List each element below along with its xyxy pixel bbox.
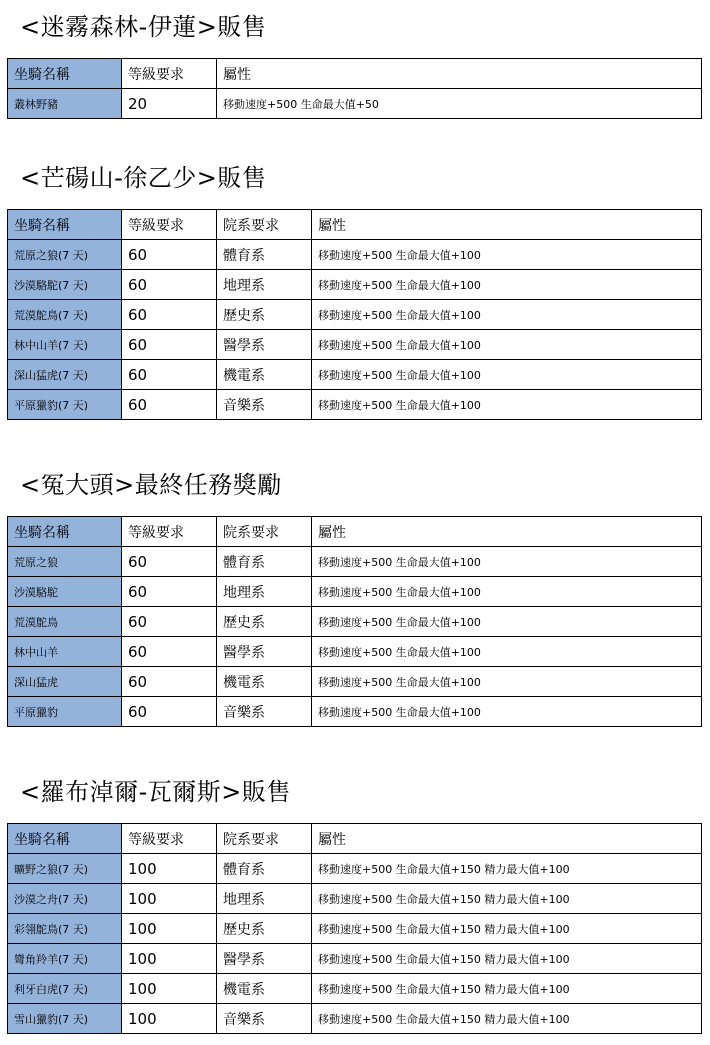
level-cell: 60 (122, 637, 217, 667)
table-row (8, 270, 702, 300)
department-cell: 歷史系 (217, 607, 312, 637)
table-row (8, 390, 702, 420)
table-row (8, 547, 702, 577)
level-cell: 100 (122, 884, 217, 914)
header-mount-name: 坐騎名稱 (8, 210, 122, 240)
table-header-row (8, 517, 702, 547)
attributes-cell: 移動速度+500 生命最大值+150 精力最大值+100 (312, 914, 702, 944)
header-level: 等級要求 (122, 59, 217, 89)
mount-name-cell: 雪山獵豹(7 天) (8, 1004, 122, 1034)
level-cell: 100 (122, 974, 217, 1004)
department-cell: 地理系 (217, 270, 312, 300)
level-cell: 100 (122, 914, 217, 944)
header-mount-name: 坐騎名稱 (8, 824, 122, 854)
attributes-cell: 移動速度+500 生命最大值+100 (312, 240, 702, 270)
level-cell: 60 (122, 667, 217, 697)
department-cell: 機電系 (217, 360, 312, 390)
level-cell: 100 (122, 1004, 217, 1034)
table-row (8, 884, 702, 914)
mount-name-cell: 平原獵豹 (8, 697, 122, 727)
mount-name-cell: 彩翎鴕鳥(7 天) (8, 914, 122, 944)
header-mount-name: 坐騎名稱 (8, 517, 122, 547)
mount-name-cell: 深山猛虎(7 天) (8, 360, 122, 390)
attributes-cell: 移動速度+500 生命最大值+100 (312, 697, 702, 727)
mount-name-cell: 林中山羊 (8, 637, 122, 667)
mount-name-cell: 荒原之狼(7 天) (8, 240, 122, 270)
department-cell: 醫學系 (217, 330, 312, 360)
mount-table (7, 209, 702, 420)
table-row (8, 667, 702, 697)
attributes-cell: 移動速度+500 生命最大值+100 (312, 330, 702, 360)
table-row (8, 974, 702, 1004)
table-row (8, 360, 702, 390)
level-cell: 60 (122, 697, 217, 727)
header-department: 院系要求 (217, 210, 312, 240)
table-row (8, 300, 702, 330)
level-cell: 60 (122, 330, 217, 360)
attributes-cell: 移動速度+500 生命最大值+100 (312, 607, 702, 637)
header-level: 等級要求 (122, 824, 217, 854)
level-cell: 60 (122, 240, 217, 270)
level-cell: 60 (122, 360, 217, 390)
department-cell: 地理系 (217, 884, 312, 914)
mount-name-cell: 荒原之狼 (8, 547, 122, 577)
mount-name-cell: 林中山羊(7 天) (8, 330, 122, 360)
level-cell: 60 (122, 300, 217, 330)
mount-table (7, 58, 702, 119)
table-row (8, 330, 702, 360)
department-cell: 體育系 (217, 547, 312, 577)
department-cell: 體育系 (217, 240, 312, 270)
mount-name-cell: 彎角羚羊(7 天) (8, 944, 122, 974)
attributes-cell: 移動速度+500 生命最大值+50 (217, 89, 702, 119)
table-header-row (8, 824, 702, 854)
mount-name-cell: 深山猛虎 (8, 667, 122, 697)
attributes-cell: 移動速度+500 生命最大值+100 (312, 390, 702, 420)
department-cell: 音樂系 (217, 1004, 312, 1034)
department-cell: 音樂系 (217, 390, 312, 420)
mount-name-cell: 曠野之狼(7 天) (8, 854, 122, 884)
mount-name-cell: 沙漠之舟(7 天) (8, 884, 122, 914)
department-cell: 機電系 (217, 667, 312, 697)
mount-name-cell: 荒漠鴕鳥(7 天) (8, 300, 122, 330)
mount-name-cell: 荒漠鴕鳥 (8, 607, 122, 637)
mount-name-cell: 叢林野豬 (8, 89, 122, 119)
department-cell: 醫學系 (217, 944, 312, 974)
level-cell: 60 (122, 607, 217, 637)
attributes-cell: 移動速度+500 生命最大值+150 精力最大值+100 (312, 854, 702, 884)
level-cell: 100 (122, 944, 217, 974)
level-cell: 60 (122, 547, 217, 577)
department-cell: 醫學系 (217, 637, 312, 667)
attributes-cell: 移動速度+500 生命最大值+150 精力最大值+100 (312, 1004, 702, 1034)
table-row (8, 577, 702, 607)
table-row (8, 1004, 702, 1034)
table-row (8, 89, 702, 119)
section-title: <羅布淖爾-瓦爾斯>販售 (20, 778, 291, 806)
section-title: <迷霧森林-伊蓮>販售 (20, 13, 267, 41)
department-cell: 體育系 (217, 854, 312, 884)
mount-table (7, 516, 702, 727)
attributes-cell: 移動速度+500 生命最大值+100 (312, 637, 702, 667)
header-mount-name: 坐騎名稱 (8, 59, 122, 89)
department-cell: 音樂系 (217, 697, 312, 727)
table-row (8, 607, 702, 637)
department-cell: 歷史系 (217, 914, 312, 944)
table-row (8, 637, 702, 667)
header-department: 院系要求 (217, 517, 312, 547)
level-cell: 60 (122, 270, 217, 300)
table-row (8, 914, 702, 944)
header-attributes: 屬性 (312, 824, 702, 854)
header-level: 等級要求 (122, 210, 217, 240)
section-title: <芒碭山-徐乙少>販售 (20, 164, 267, 192)
table-row (8, 240, 702, 270)
header-attributes: 屬性 (312, 517, 702, 547)
level-cell: 20 (122, 89, 217, 119)
header-level: 等級要求 (122, 517, 217, 547)
department-cell: 歷史系 (217, 300, 312, 330)
table-header-row (8, 210, 702, 240)
attributes-cell: 移動速度+500 生命最大值+150 精力最大值+100 (312, 884, 702, 914)
header-department: 院系要求 (217, 824, 312, 854)
mount-name-cell: 平原獵豹(7 天) (8, 390, 122, 420)
attributes-cell: 移動速度+500 生命最大值+100 (312, 667, 702, 697)
table-row (8, 697, 702, 727)
mount-name-cell: 沙漠駱駝 (8, 577, 122, 607)
mount-name-cell: 沙漠駱駝(7 天) (8, 270, 122, 300)
attributes-cell: 移動速度+500 生命最大值+100 (312, 360, 702, 390)
header-attributes: 屬性 (217, 59, 702, 89)
attributes-cell: 移動速度+500 生命最大值+100 (312, 270, 702, 300)
table-header-row (8, 59, 702, 89)
level-cell: 100 (122, 854, 217, 884)
attributes-cell: 移動速度+500 生命最大值+100 (312, 547, 702, 577)
level-cell: 60 (122, 577, 217, 607)
mount-table (7, 823, 702, 1034)
table-row (8, 944, 702, 974)
attributes-cell: 移動速度+500 生命最大值+150 精力最大值+100 (312, 974, 702, 1004)
mount-name-cell: 利牙白虎(7 天) (8, 974, 122, 1004)
header-attributes: 屬性 (312, 210, 702, 240)
level-cell: 60 (122, 390, 217, 420)
attributes-cell: 移動速度+500 生命最大值+100 (312, 300, 702, 330)
department-cell: 地理系 (217, 577, 312, 607)
section-title: <冤大頭>最終任務獎勵 (20, 471, 282, 499)
department-cell: 機電系 (217, 974, 312, 1004)
attributes-cell: 移動速度+500 生命最大值+150 精力最大值+100 (312, 944, 702, 974)
attributes-cell: 移動速度+500 生命最大值+100 (312, 577, 702, 607)
table-row (8, 854, 702, 884)
